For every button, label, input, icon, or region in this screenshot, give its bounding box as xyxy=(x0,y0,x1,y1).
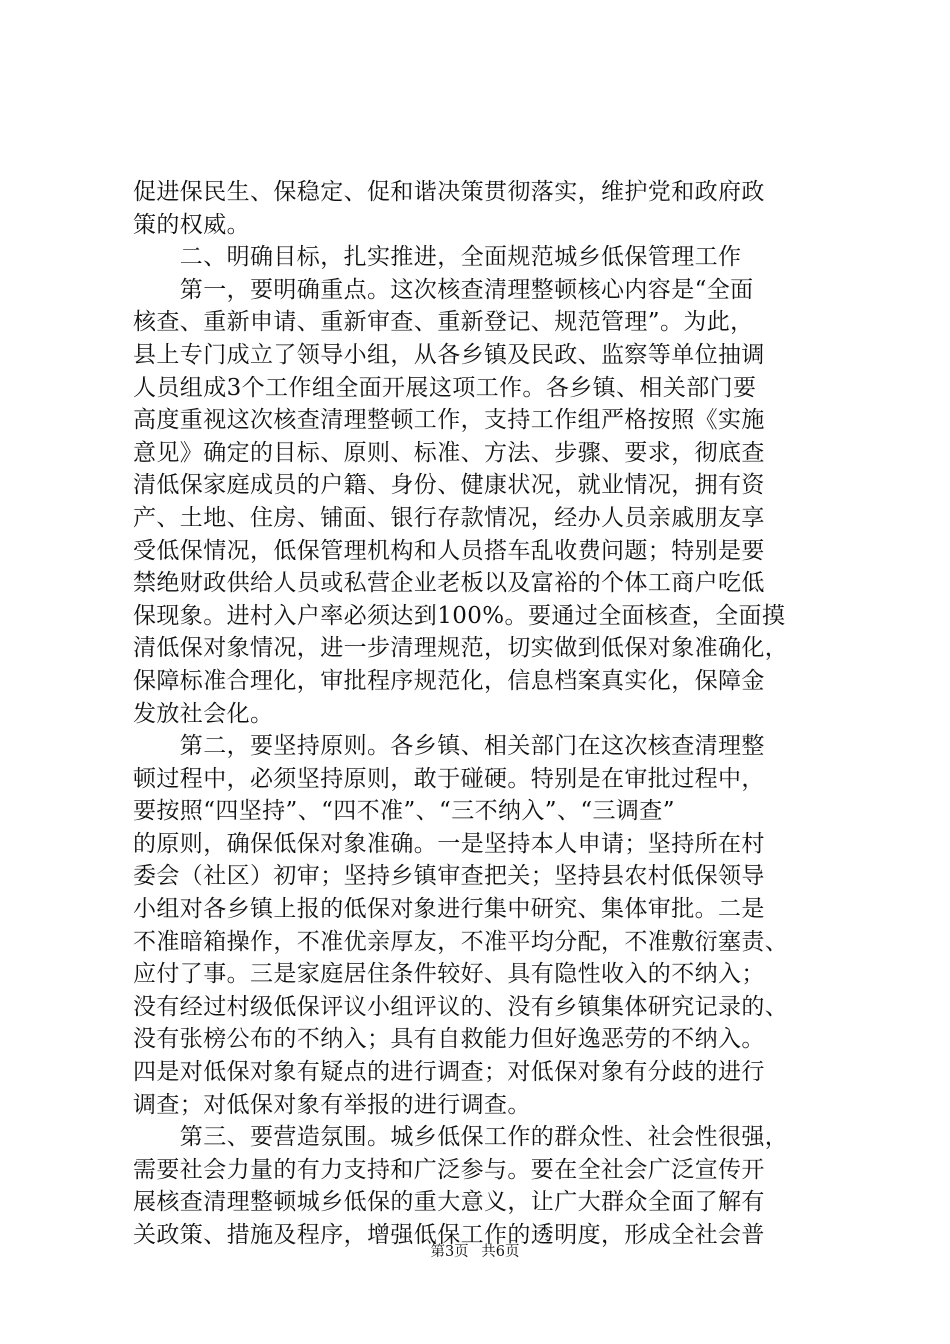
text-line: 发放社会化。 xyxy=(133,700,274,727)
text-line: 第三、要营造氛围。城乡低保工作的群众性、社会性很强， xyxy=(133,1124,789,1151)
text-line: 没有张榜公布的不纳入；具有自救能力但好逸恶劳的不纳入。 xyxy=(133,1026,765,1053)
text-line: 意见》确定的目标、原则、标准、方法、步骤、要求，彻底查 xyxy=(133,439,765,466)
text-line: 要按照“四坚持”、“四不准”、“三不纳入”、“三调查” xyxy=(133,798,675,825)
text-line: 不准暗箱操作，不准优亲厚友，不准平均分配，不准敷衍塞责、 xyxy=(133,928,789,955)
text-line: 人员组成3个工作组全面开展这项工作。各乡镇、相关部门要 xyxy=(133,374,757,401)
text-line: 保现象。进村入户率必须达到100%。要通过全面核查，全面摸 xyxy=(133,602,786,629)
text-line: 第二，要坚持原则。各乡镇、相关部门在这次核查清理整 xyxy=(133,733,765,760)
text-line: 策的权威。 xyxy=(133,211,250,238)
text-line: 高度重视这次核查清理整顿工作，支持工作组严格按照《实施 xyxy=(133,407,765,434)
text-line: 没有经过村级低保评议小组评议的、没有乡镇集体研究记录的、 xyxy=(133,993,789,1020)
text-line: 关政策、措施及程序，增强低保工作的透明度，形成全社会普 xyxy=(133,1222,765,1248)
text-line: 展核查清理整顿城乡低保的重大意义，让广大群众全面了解有 xyxy=(133,1189,765,1216)
text-line: 禁绝财政供给人员或私营企业老板以及富裕的个体工商户吃低 xyxy=(133,570,765,597)
section-heading: 二、明确目标，扎实推进，全面规范城乡低保管理工作 xyxy=(133,244,742,271)
text-line: 第一，要明确重点。这次核查清理整顿核心内容是“全面 xyxy=(133,276,754,303)
text-line: 调查；对低保对象有举报的进行调查。 xyxy=(133,1091,531,1118)
text-line: 需要社会力量的有力支持和广泛参与。要在全社会广泛宣传开 xyxy=(133,1156,765,1183)
text-line: 四是对低保对象有疑点的进行调查；对低保对象有分歧的进行 xyxy=(133,1059,765,1086)
text-line: 保障标准合理化，审批程序规范化，信息档案真实化，保障金 xyxy=(133,667,765,694)
text-line: 清低保对象情况，进一步清理规范，切实做到低保对象准确化， xyxy=(133,635,789,662)
page-total: 共6页 xyxy=(481,1244,520,1260)
text-line: 产、土地、住房、铺面、银行存款情况，经办人员亲戚朋友享 xyxy=(133,504,765,531)
text-line: 清低保家庭成员的户籍、身份、健康状况，就业情况，拥有资 xyxy=(133,472,765,499)
text-line: 小组对各乡镇上报的低保对象进行集中研究、集体审批。二是 xyxy=(133,896,765,923)
document-body xyxy=(133,176,833,1252)
text-line: 应付了事。三是家庭居住条件较好、具有隐性收入的不纳入； xyxy=(133,961,765,988)
page-number: 第3页 xyxy=(430,1244,469,1260)
text-line: 受低保情况，低保管理机构和人员搭车乱收费问题；特别是要 xyxy=(133,537,765,564)
text-line: 县上专门成立了领导小组，从各乡镇及民政、监察等单位抽调 xyxy=(133,341,765,368)
page-footer xyxy=(0,1242,950,1262)
text-line: 顿过程中，必须坚持原则，敢于碰硬。特别是在审批过程中， xyxy=(133,765,765,792)
text-line: 促进保民生、保稳定、促和谐决策贯彻落实，维护党和政府政 xyxy=(133,179,765,205)
text-line: 核查、重新申请、重新审查、重新登记、规范管理”。为此， xyxy=(133,309,754,336)
text-line: 委会（社区）初审；坚持乡镇审查把关；坚持县农村低保领导 xyxy=(133,863,765,890)
text-line: 的原则，确保低保对象准确。一是坚持本人申请；坚持所在村 xyxy=(133,830,765,857)
